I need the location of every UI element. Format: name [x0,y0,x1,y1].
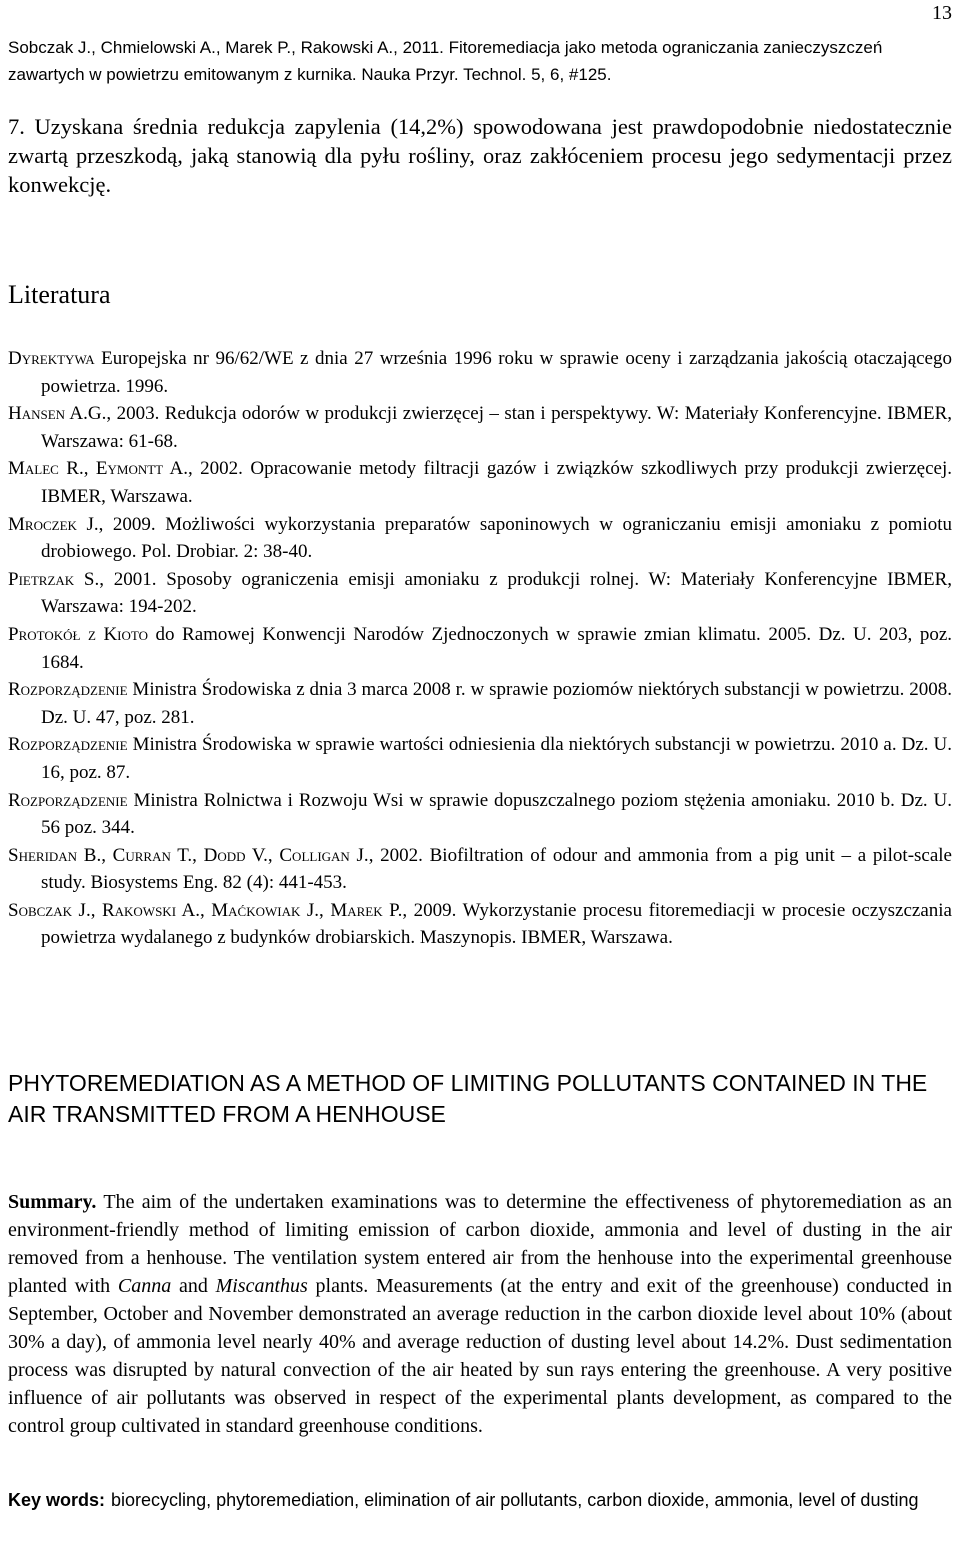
reference-item [8,731,952,786]
reference-item [8,621,952,676]
reference-authors: Mroczek J. [8,513,99,535]
summary-text-3: plants. Measurements (at the entry and exit of the greenhouse) conducted in September, October and November demonstrated an average reduction in the carbon dioxide level about 10% (about 30% a day), of ammonia level nearly 40% and average reduction of dusting level about 14.2%. Dust sedimentation process was disrupted by natural convection of the air heated by sun rays entering the greenhouse. A very positive influence of air pollutants was observed in respect of the experimental plants development, as compared to the control group cultivated in standard greenhouse conditions. [8,1275,952,1437]
reference-authors: Hansen A.G. [8,403,107,425]
reference-text: , 2002. Biofiltration of odour and ammonia from a pig unit – a pilot-scale study. Biosystems Eng. 82 (4): 441-453. [41,844,952,894]
running-header-citation: Sobczak J., Chmielowski A., Marek P., Rakowski A., 2011. Fitoremediacja jako metoda ograniczania zanieczyszczeń zawartych w powietrzu emitowanym z kurnika. Nauka Przyr. Technol. 5, 6, #125. [8,38,883,84]
reference-authors: Pietrzak S. [8,568,100,590]
reference-authors: Sobczak J., Rakowski A., Maćkowiak J., Marek P. [8,899,403,921]
keywords-section [8,1486,952,1514]
reference-text: Ministra Rolnictwa i Rozwoju Wsi w sprawie dopuszczalnego poziom stężenia amoniaku. 2010 b. Dz. U. 56 poz. 344. [41,789,952,839]
reference-text: Europejska nr 96/62/WE z dnia 27 września 1996 roku w sprawie oceny i zarządzania jakością otaczającego powietrza. 1996. [41,348,952,397]
keywords-text: biorecycling, phytoremediation, elimination of air pollutants, carbon dioxide, ammonia, level of dusting [111,1490,919,1510]
reference-text: , 2001. Sposoby ograniczenia emisji amoniaku z produkcji rolnej. W: Materiały Konferencyjne IBMER, Warszawa: 194-202. [41,568,953,618]
summary-label: Summary. [8,1191,97,1213]
reference-text: do Ramowej Konwencji Narodów Zjednoczonych w sprawie zmian klimatu. 2005. Dz. U. 203, poz. 1684. [41,623,953,673]
reference-authors: Malec R., Eymontt A. [8,458,188,480]
reference-text: , 2009. Możliwości wykorzystania preparatów saponinowych w ograniczaniu emisji amoniaku z pomiotu drobiowego. Pol. Drobiar. 2: 38-40. [41,513,952,563]
reference-item [8,400,952,455]
reference-authors: Rozporządzenie [8,734,128,756]
page-number: 13 [932,2,952,24]
reference-text: Ministra Środowiska z dnia 3 marca 2008 r. w sprawie poziomów niektórych substancji w powietrzu. 2008. Dz. U. 47, poz. 281. [41,679,952,728]
keywords-label: Key words: [8,1490,106,1510]
reference-item [8,345,952,400]
summary-text-1: The aim of the undertaken examinations was to determine the effectiveness of phytoremediation as an environment-friendly method of limiting emission of carbon dioxide, ammonia and level of dusting in the air removed from a henhouse. The ventilation system entered air from the henhouse into the experimental greenhouse planted with [8,1191,952,1297]
reference-item [8,511,952,566]
reference-item [8,842,952,897]
reference-authors: Sheridan B., Curran T., Dodd V., Colligan J. [8,844,369,866]
summary-paragraph [8,1188,952,1440]
literature-heading: Literatura [8,280,111,309]
conclusion-paragraph: 7. Uzyskana średnia redukcja zapylenia (14,2%) spowodowana jest prawdopodobnie niedostatecznie zwartą przeszkodą, jaką stanowią dla pyłu rośliny, oraz zakłóceniem procesu jego sedymentacji przez konwekcję. [8,114,952,197]
reference-authors: Protokół z Kioto [8,623,148,645]
reference-text: Ministra Środowiska w sprawie wartości odniesienia dla niektórych substancji w powietrzu. 2010 a. Dz. U. 16, poz. 87. [41,734,952,783]
reference-list [8,345,952,952]
english-title: PHYTOREMEDIATION AS A METHOD OF LIMITING POLLUTANTS CONTAINED IN THE AIR TRANSMITTED FROM A HENHOUSE [8,1070,928,1127]
plant-name-miscanthus: Miscanthus [215,1275,308,1297]
reference-item [8,676,952,731]
reference-item [8,455,952,510]
reference-item [8,787,952,842]
reference-item [8,566,952,621]
plant-name-canna: Canna [117,1275,172,1297]
reference-authors: Rozporządzenie [8,789,128,811]
reference-text: , 2003. Redukcja odorów w produkcji zwierzęcej – stan i perspektywy. W: Materiały Konferencyjne. IBMER, Warszawa: 61-68. [41,403,952,452]
reference-text: , 2009. Wykorzystanie procesu fitoremediacji w procesie oczyszczania powietrza wydalanego z budynków drobiarskich. Maszynopis. IBMER, Warszawa. [41,899,952,949]
reference-authors: Dyrektywa [8,348,95,369]
reference-item [8,897,952,952]
reference-text: , 2002. Opracowanie metody filtracji gazów i związków szkodliwych przy produkcji zwierzęcej. IBMER, Warszawa. [41,458,952,507]
summary-text-2: and [171,1275,216,1297]
reference-authors: Rozporządzenie [8,679,128,701]
